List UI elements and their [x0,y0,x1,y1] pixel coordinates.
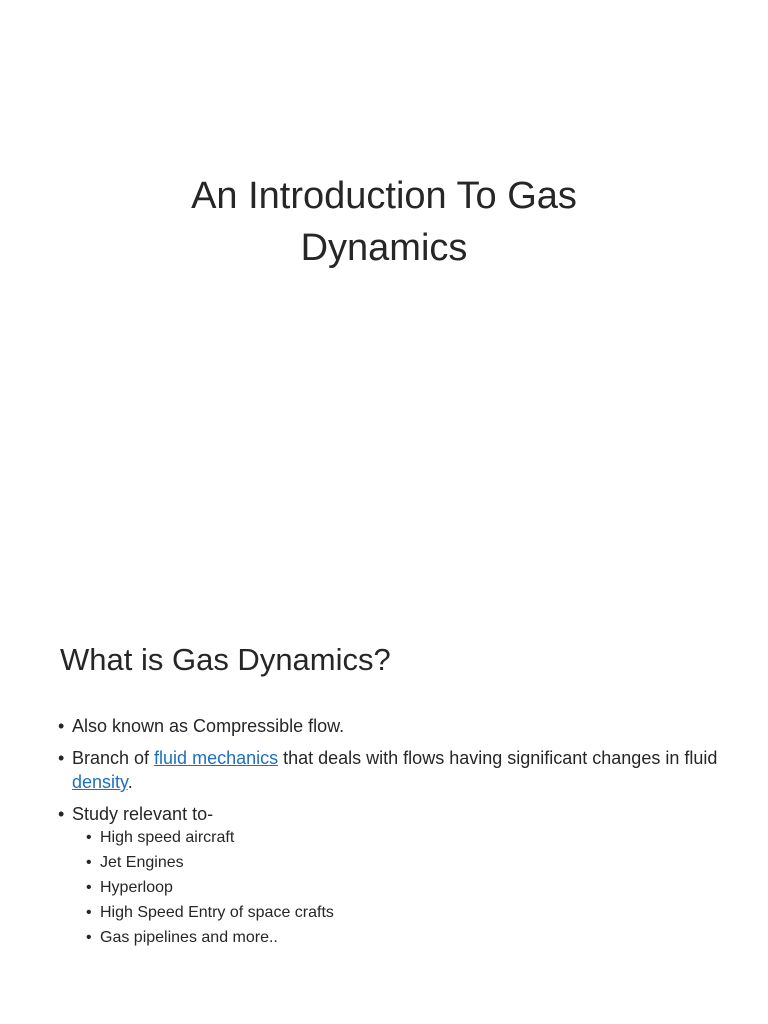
fluid-mechanics-link[interactable]: fluid mechanics [154,748,279,768]
slide-title-line-1: An Introduction To Gas [191,175,577,217]
bullet-item-3 [58,802,718,948]
density-link[interactable]: density [72,772,128,792]
bullet-item-1 [58,714,718,738]
bullet-text-2-suffix: . [127,772,133,792]
sub-bullet-item: • High Speed Entry of space crafts [86,903,718,923]
slide-title-line-2: Dynamics [300,227,468,269]
sub-bullet-item: • Jet Engines [86,853,718,873]
bullet-text-1: Also known as Compressible flow. [72,716,345,736]
bullet-text-2-middle: that deals with flows having significant changes in fluid [278,748,718,768]
bullet-text-3: Study relevant to- [72,804,214,824]
sub-bullet-item: • Gas pipelines and more.. [86,928,718,948]
sub-bullet-item: • High speed aircraft [86,828,718,848]
bullet-item-2 [58,746,718,794]
sub-bullet-list [86,828,718,948]
content-slide-title: What is Gas Dynamics? [60,642,391,677]
slide-title [0,170,768,274]
sub-bullet-item: • Hyperloop [86,878,718,898]
bullet-list [58,714,718,956]
content-slide [0,578,768,1024]
bullet-text-2-prefix: Branch of [72,748,155,768]
